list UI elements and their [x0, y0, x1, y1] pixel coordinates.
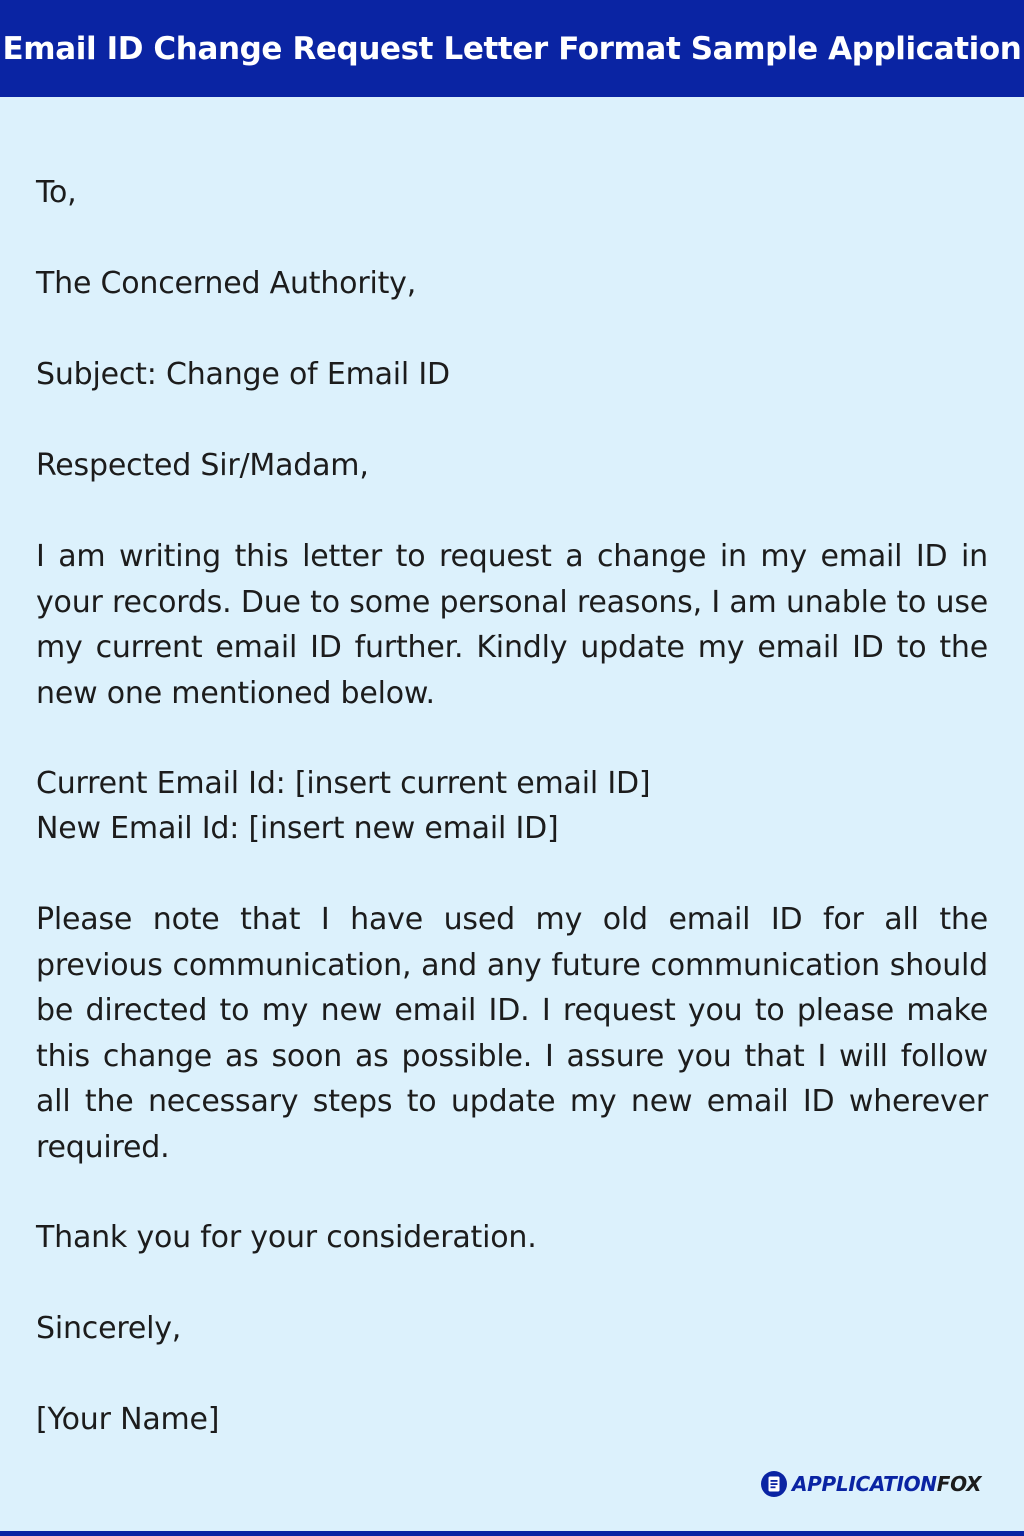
- bottom-divider: [0, 1531, 1024, 1536]
- signature-line: [Your Name]: [36, 1402, 220, 1437]
- new-email-line: New Email Id: [insert new email ID]: [36, 811, 559, 846]
- document-logo-icon: [760, 1470, 788, 1498]
- body-paragraph-1: I am writing this letter to request a change in my email ID in your records. Due to some personal reasons, I am unable to use my current email ID further. Kindly update my email ID to the new one mentioned below.: [36, 539, 988, 711]
- recipient-line: The Concerned Authority,: [36, 266, 417, 301]
- thanks-line: Thank you for your consideration.: [36, 1220, 537, 1255]
- brand-logo: [760, 1470, 981, 1498]
- brand-name-part-2: FOX: [936, 1472, 982, 1496]
- page-title: Email ID Change Request Letter Format Sample Application: [2, 30, 1022, 67]
- closing-line: Sincerely,: [36, 1311, 182, 1346]
- body-paragraph-2: Please note that I have used my old email ID for all the previous communication, and any future communication should be directed to my new email ID. I request you to please make this change as soon as possible. I assure you that I will follow all the necessary steps to update my new email ID wherever required.: [36, 902, 988, 1165]
- greeting-line: Respected Sir/Madam,: [36, 448, 369, 483]
- brand-name-part-1: APPLICATION: [792, 1472, 937, 1496]
- subject-line: Subject: Change of Email ID: [36, 357, 450, 392]
- current-email-line: Current Email Id: [insert current email ID]: [36, 766, 651, 801]
- brand-name: [792, 1472, 981, 1496]
- page-header: [0, 0, 1024, 97]
- salutation-to: To,: [36, 175, 77, 210]
